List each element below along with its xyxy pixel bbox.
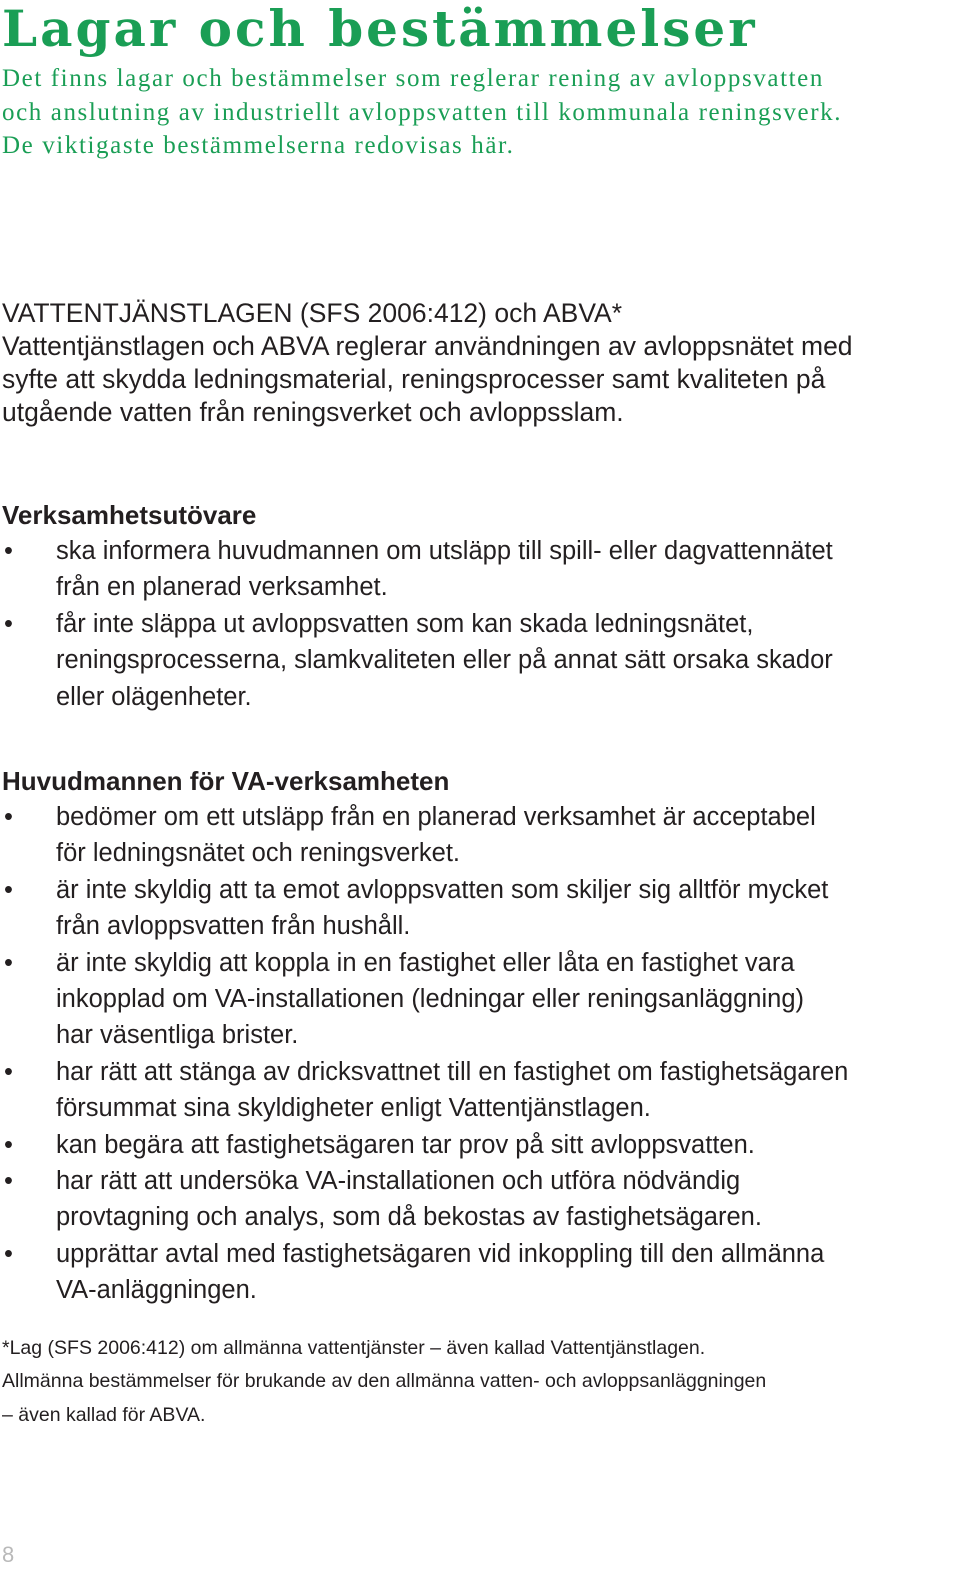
list-item: [2, 1127, 942, 1163]
list-item-line: upprättar avtal med fastighetsägaren vid inkoppling till den allmänna: [56, 1239, 825, 1268]
bullet-icon: •: [4, 609, 13, 638]
list-item-line: har rätt att undersöka VA-installationen och utföra nödvändig: [56, 1167, 741, 1196]
footnote-line: *Lag (SFS 2006:412) om allmänna vattentjänster – även kallad Vattentjänstlagen.: [2, 1337, 706, 1359]
list-item-line: försummat sina skyldigheter enligt Vattentjänstlagen.: [56, 1094, 651, 1123]
list-item-line: får inte släppa ut avloppsvatten som kan skada ledningsnätet,: [56, 609, 754, 638]
list-item-line: har rätt att stänga av dricksvattnet till en fastighet om fastighetsägaren: [56, 1057, 849, 1086]
authority-section: [2, 763, 942, 1309]
list-item-line: inkopplad om VA-installationen (ledningar eller reningsanläggning): [56, 985, 804, 1014]
page-title: Lagar och bestämmelser: [2, 0, 758, 58]
intro-line: och anslutning av industriellt avloppsvatten till kommunala reningsverk.: [2, 98, 843, 126]
list-item-line: för ledningsnätet och reningsverket.: [56, 839, 460, 868]
law-heading: VATTENTJÄNSTLAGEN (SFS 2006:412) och ABVA*: [2, 298, 623, 328]
list-item-line: reningsprocesserna, slamkvaliteten eller på annat sätt orsaka skador: [56, 646, 833, 675]
law-section: [2, 296, 942, 429]
footnote-line: Allmänna bestämmelser för brukande av den allmänna vatten- och avloppsanläggningen: [2, 1370, 767, 1393]
list-item-line: VA-anläggningen.: [56, 1276, 257, 1305]
authority-list: [2, 799, 942, 1309]
list-item-line: har väsentliga brister.: [56, 1021, 299, 1050]
law-line: syfte att skydda ledningsmaterial, reningsprocesser samt kvaliteten på: [2, 364, 826, 394]
footnote: [2, 1332, 766, 1432]
list-item-line: från en planerad verksamhet.: [56, 573, 388, 602]
list-item-line: är inte skyldig att ta emot avloppsvatten som skiljer sig alltför mycket: [56, 875, 829, 904]
authority-heading: Huvudmannen för VA-verksamheten: [2, 766, 450, 796]
law-line: utgående vatten från reningsverket och avloppsslam.: [2, 397, 624, 427]
bullet-icon: •: [4, 948, 13, 977]
operators-list: [2, 533, 942, 715]
list-item: [2, 872, 942, 945]
list-item: [2, 1054, 942, 1127]
list-item: [2, 533, 942, 606]
bullet-icon: •: [4, 1167, 13, 1196]
footnote-line: – även kallad för ABVA.: [2, 1403, 206, 1426]
list-item-line: ska informera huvudmannen om utsläpp till spill- eller dagvattennätet: [56, 537, 833, 565]
list-item: [2, 1163, 942, 1236]
list-item-line: är inte skyldig att koppla in en fastighet eller låta en fastighet vara: [56, 948, 795, 977]
list-item: [2, 606, 942, 715]
list-item: [2, 1236, 942, 1309]
law-line: Vattentjänstlagen och ABVA reglerar användningen av avloppsnätet med: [2, 331, 853, 361]
intro-line: Det finns lagar och bestämmelser som reglerar rening av avloppsvatten: [2, 65, 824, 92]
bullet-icon: •: [4, 803, 13, 831]
list-item-line: provtagning och analys, som då bekostas av fastighetsägaren.: [56, 1203, 762, 1232]
law-description: [2, 330, 942, 429]
list-item: [2, 799, 942, 872]
list-item-line: eller olägenheter.: [56, 682, 252, 711]
bullet-icon: •: [4, 875, 13, 904]
list-item: [2, 945, 942, 1054]
list-item-line: från avloppsvatten från hushåll.: [56, 912, 411, 941]
intro-line: De viktigaste bestämmelserna redovisas här.: [2, 132, 515, 159]
page-number: 8: [2, 1542, 15, 1567]
bullet-icon: •: [4, 1057, 13, 1086]
operators-section: [2, 497, 942, 715]
intro-paragraph: [2, 62, 842, 163]
bullet-icon: •: [4, 1239, 13, 1268]
bullet-icon: •: [4, 1130, 13, 1159]
list-item-line: kan begära att fastighetsägaren tar prov på sitt avloppsvatten.: [56, 1130, 755, 1159]
list-item-line: bedömer om ett utsläpp från en planerad verksamhet är acceptabel: [56, 803, 816, 831]
operators-heading: Verksamhetsutövare: [2, 500, 257, 530]
bullet-icon: •: [4, 537, 13, 565]
